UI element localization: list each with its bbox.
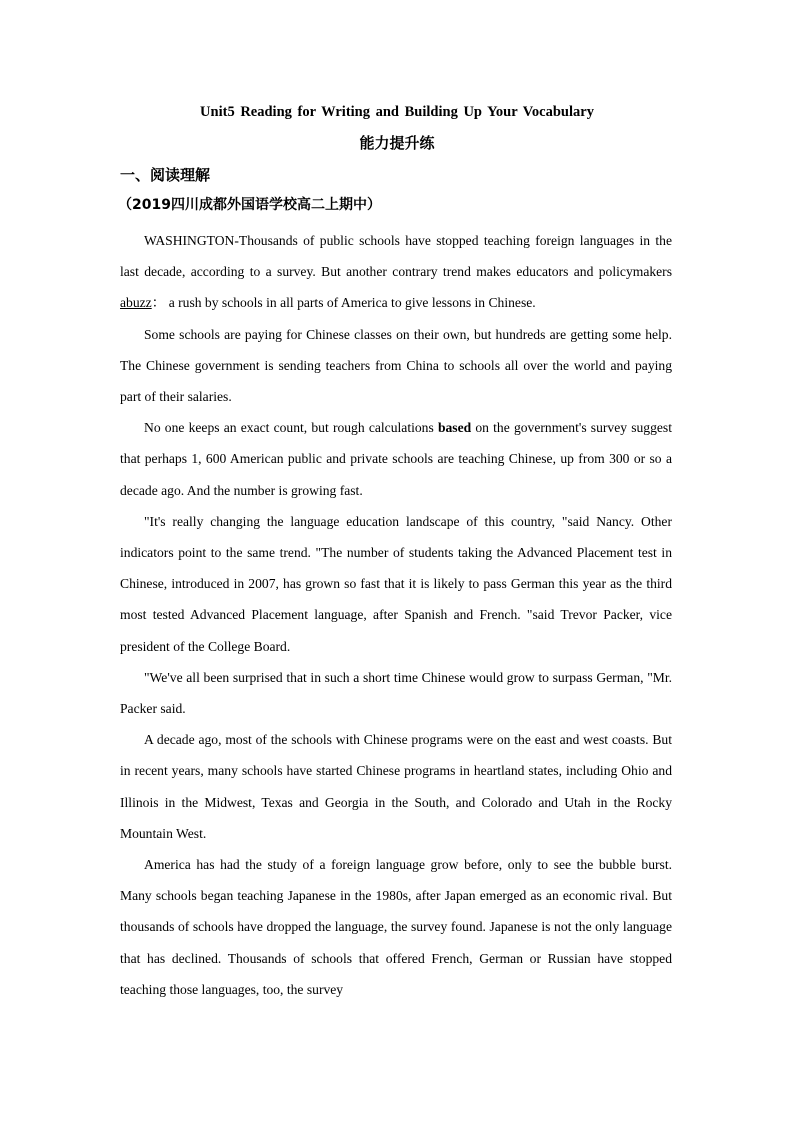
paragraph-1-text-a: WASHINGTON-Thousands of public schools have stopped teaching foreign languages in the last decade, according to a survey. But another contrary trend makes educators and policymakers (120, 233, 672, 280)
page-title: Unit5 Reading for Writing and Building Up Your Vocabulary (200, 104, 594, 120)
paragraph-3-text-a: No one keeps an exact count, but rough calculations (144, 420, 438, 436)
paragraph-5: "We've all been surprised that in such a short time Chinese would grow to surpass German, "Mr. Packer said. (120, 669, 672, 717)
section-heading: 一、阅读理解 (120, 166, 211, 184)
reading-passage (120, 225, 672, 1005)
paragraph-2: Some schools are paying for Chinese classes on their own, but hundreds are getting some help. The Chinese government is sending teachers from China to schools all over the world and paying part of their salaries. (120, 326, 672, 405)
paragraph-1 (120, 225, 672, 319)
paragraph-6: A decade ago, most of the schools with Chinese programs were on the east and west coasts. But in recent years, many schools have started Chinese programs in heartland states, including Ohio and Illinois in the Midwest, Texas and Georgia in the South, and Colorado and Utah in the Rocky Mountain West. (120, 732, 672, 841)
paragraph-3 (120, 412, 672, 506)
page-subtitle: 能力提升练 (359, 134, 435, 152)
paragraph-7: America has had the study of a foreign language grow before, only to see the bubble burst. Many schools began teaching Japanese in the 1980s, after Japan emerged as an economic rival. But thousands of schools have dropped the language, the survey found. Japanese is not the only language that has declined. Thousands of schools that offered French, German or Russian have stopped teaching those languages, too, the survey (120, 857, 672, 997)
underlined-word-abuzz: abuzz (120, 295, 152, 311)
paragraph-1-text-b: ： a rush by schools in all parts of America to give lessons in Chinese. (151, 295, 536, 311)
bold-word-based: based (437, 420, 472, 436)
source-note: （2019四川成都外国语学校高二上期中） (118, 197, 381, 213)
paragraph-3-text-b: on the government's survey suggest that perhaps 1, 600 American public and private schools are teaching Chinese, up from 300 or so a decade ago. And the number is growing fast. (120, 420, 673, 498)
paragraph-4: "It's really changing the language education landscape of this country, "said Nancy. Other indicators point to the same trend. "The number of students taking the Advanced Placement test in Chinese, introduced in 2007, has grown so fast that it is likely to pass German this year as the third most tested Advanced Placement language, after Spanish and French. "said Trevor Packer, vice president of the College Board. (120, 513, 672, 654)
